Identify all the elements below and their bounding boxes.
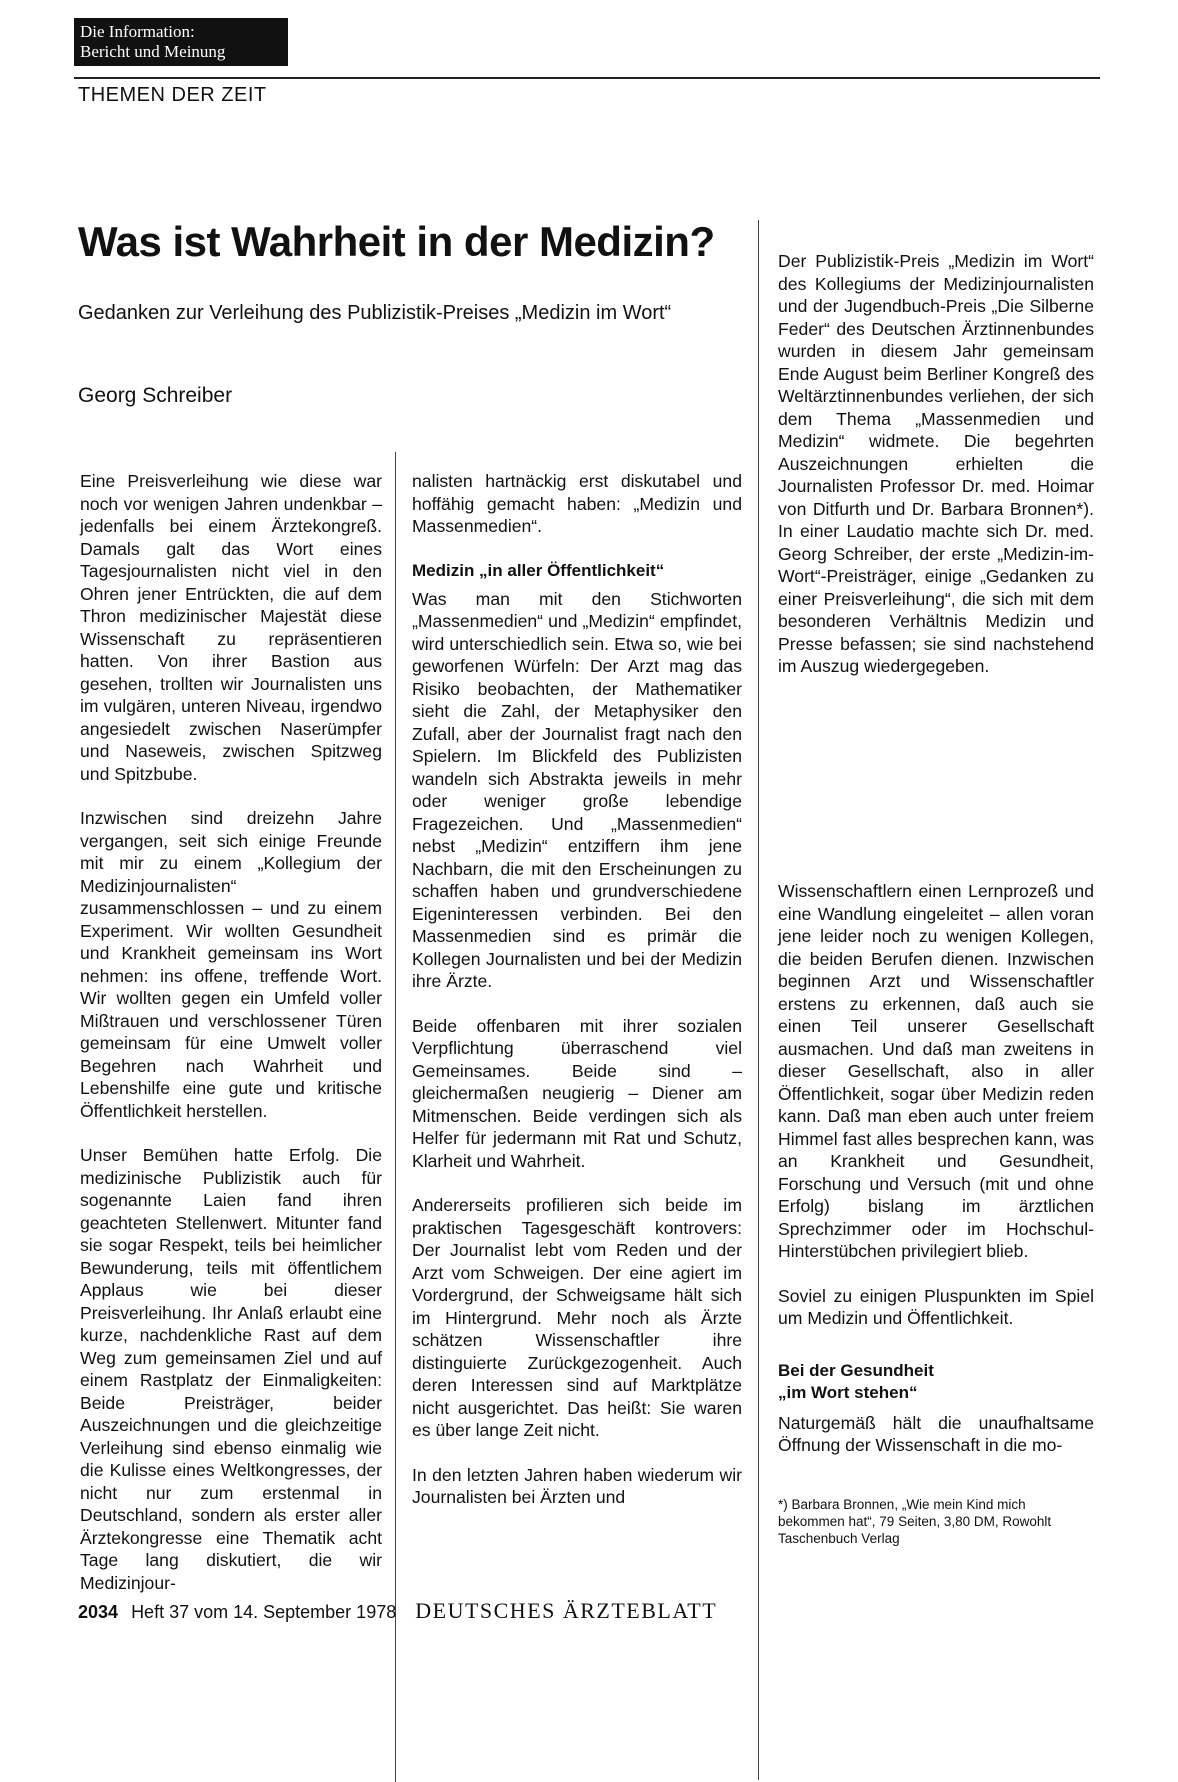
column-divider-2	[758, 220, 759, 1780]
paragraph: Beide offenbaren mit ihrer sozialen Verpflichtung überraschend viel Gemeinsames. Beide sind – gleichermaßen neugierig – Diener am Mitmenschen. Beide verdingen sich als Helfer für jedermann mit Rat und Schutz, Klarheit und Wahrheit.	[412, 1015, 742, 1171]
footnote: *) Barbara Bronnen, „Wie mein Kind mich bekommen hat“, 79 Seiten, 3,80 DM, Rowohlt Taschenbuch Verlag	[778, 1497, 1052, 1546]
paragraph: Inzwischen sind dreizehn Jahre vergangen, seit sich einige Freunde mit mir zu einem „Kollegium der Medizinjournalisten“ zusammenschlossen – und zu einem Experiment. Wir wollten Gesundheit und Krankheit gemeinsam ins Wort nehmen: ins offene, treffende Wort. Wir wollten gegen ein Umfeld voller Mißtrauen und verschlossener Türen gemeinsam für eine Umwelt voller Begehren nach Wahrheit und Lebenshilfe eine gute und kritische Öffentlichkeit herstellen.	[80, 808, 382, 1121]
paragraph: Wissenschaftlern einen Lernprozeß und eine Wandlung eingeleitet – allen voran jene leider noch zu wenigen Kollegen, die beiden Berufen dienen. Inzwischen beginnen Arzt und Wissenschaftler erstens zu erkennen, daß auch sie einen Teil unserer Gesellschaft ausmachen. Und daß man zweitens in dieser Gesellschaft, also in aller Öffentlichkeit, sogar über Medizin reden kann. Daß man eben auch unter freiem Himmel fast alles besprechen kann, was an Krankheit und Gesundheit, Forschung und Versuch (mit und ohne Erfolg) bislang im ärztlichen Sprechzimmer oder im Hochschul-Hinterstübchen privilegiert blieb.	[778, 881, 1094, 1261]
badge-line-1: Die Information:	[80, 22, 195, 41]
intro-paragraph: Der Publizistik-Preis „Medizin im Wort“ des Kollegiums der Medizinjournalisten und der Jugendbuch-Preis „Die Silberne Feder“ des Deutschen Ärztinnenbundes wurden in diesem Jahr gemeinsam Ende August beim Berliner Kongreß des Weltärztinnenbundes verliehen, der sich dem Thema „Massenmedien und Medizin“ widmete. Die begehrten Auszeichnungen erhielten die Journalisten Professor Dr. med. Hoimar von Ditfurth und Dr. Barbara Bronnen*). In einer Laudatio machte sich Dr. med. Georg Schreiber, der erste „Medizin-im-Wort“-Preisträger, einige „Gedanken zu einer Preisverleihung“, die sich mit dem besonderen Verhältnis Medizin und Presse befassen; sie sind nachstehend im Auszug wiedergegeben.	[778, 251, 1094, 676]
page-footer	[78, 1598, 717, 1624]
paragraph: In den letzten Jahren haben wiederum wir Journalisten bei Ärzten und	[412, 1464, 742, 1507]
issue-info: Heft 37 vom 14. September 1978	[131, 1602, 397, 1622]
paragraph: Unser Bemühen hatte Erfolg. Die medizinische Publizistik auch für sogenannte Laien fand ihren geachteten Stellenwert. Mitunter fand sie sogar Respekt, teils bei heimlicher Bewunderung, teils mit öffentlichem Applaus wie bei dieser Preisverleihung. Ihr Anlaß erlaubt eine kurze, nachdenkliche Rast auf dem Weg zum gemeinsamen Ziel und auf einem Rastplatz der Einmaligkeiten: Beide Preisträger, beider Auszeichnungen und die gleichzeitige Verleihung sind ebenso einmalig wie die Kulisse eines Weltkongresses, der nicht nur zum erstenmal in Deutschland, sondern als erster aller Ärztekongresse eine Thematik acht Tage lang diskutiert, die wir Medizinjour-	[80, 1145, 382, 1593]
column-3	[778, 880, 1094, 1457]
paragraph: nalisten hartnäckig erst diskutabel und hoffähig gemacht haben: „Medizin und Massenmedien“.	[412, 471, 742, 536]
subheading: Medizin „in aller Öffentlichkeit“	[412, 560, 665, 580]
paragraph: Naturgemäß hält die unaufhaltsame Öffnung der Wissenschaft in die mo-	[778, 1412, 1094, 1455]
paragraph: Eine Preisverleihung wie diese war noch vor wenigen Jahren undenkbar – jedenfalls bei einem Ärztekongreß. Damals galt das Wort eines Tagesjournalisten nicht viel in den Ohren jener Entrückten, die auf dem Thron medizinischer Majestät diese Wissenschaft zu repräsentieren hatten. Von ihrer Bastion aus gesehen, trollten wir Journalisten uns im vulgären, unteren Niveau, irgendwo angesiedelt zwischen Naserümpfer und Naseweis, zwischen Spitzweg und Spitzbube.	[80, 471, 382, 784]
page-number: 2034	[78, 1602, 119, 1622]
subheading-line-2: „im Wort stehen“	[778, 1382, 918, 1402]
subheading-line-1: Bei der Gesundheit	[778, 1360, 934, 1380]
paragraph: Was man mit den Stichworten „Massenmedien“ und „Medizin“ empfindet, wird unterschiedlich sein. Etwa so, wie bei geworfenen Würfeln: Der Arzt mag das Risiko beobachten, der Mathematiker sieht die Zahl, der Metaphysiker den Zufall, aber der Journalist fragt nach den Spielern. Im Blickfeld des Publizisten wandeln sich Abstrakta jeweils in mehr oder weniger große lebendige Fragezeichen. Und „Massenmedien“ nebst „Medizin“ entziffern ihm jene Nachbarn, die mit den Erscheinungen zu schaffen haben und grundverschiedene Eigeninteressen verbinden. Bei den Massenmedien sind es primär die Kollegen Journalisten und bei der Medizin ihre Ärzte.	[412, 588, 742, 991]
paragraph: Andererseits profilieren sich beide im praktischen Tagesgeschäft kontrovers: Der Journalist lebt vom Reden und der Arzt vom Schweigen. Der eine agiert im Vordergrund, der Schweigsame hält sich im Hintergrund. Mehr noch als Ärzte schätzen Wissenschaftler ihre distinguierte Zurückgezogenheit. Auch deren Interessen sind auf Marktplätze nicht ausgerichtet. Das heißt: Sie waren es über lange Zeit nicht.	[412, 1195, 742, 1440]
intro-box	[778, 250, 1094, 678]
article-title: Was ist Wahrheit in der Medizin?	[78, 218, 715, 265]
subheading	[778, 1360, 1094, 1404]
section-badge	[74, 18, 288, 66]
header-rule	[74, 77, 1100, 79]
article-subtitle: Gedanken zur Verleihung des Publizistik-Preises „Medizin im Wort“	[78, 302, 672, 324]
paragraph: Soviel zu einigen Pluspunkten im Spiel um Medizin und Öffentlichkeit.	[778, 1285, 1094, 1328]
badge-line-2: Bericht und Meinung	[80, 42, 226, 61]
column-divider-1	[395, 452, 396, 1782]
section-label: THEMEN DER ZEIT	[78, 84, 267, 106]
column-2	[412, 470, 742, 1509]
article-author: Georg Schreiber	[78, 384, 233, 407]
journal-name: DEUTSCHES ÄRZTEBLATT	[415, 1598, 718, 1623]
column-1	[80, 470, 382, 1594]
